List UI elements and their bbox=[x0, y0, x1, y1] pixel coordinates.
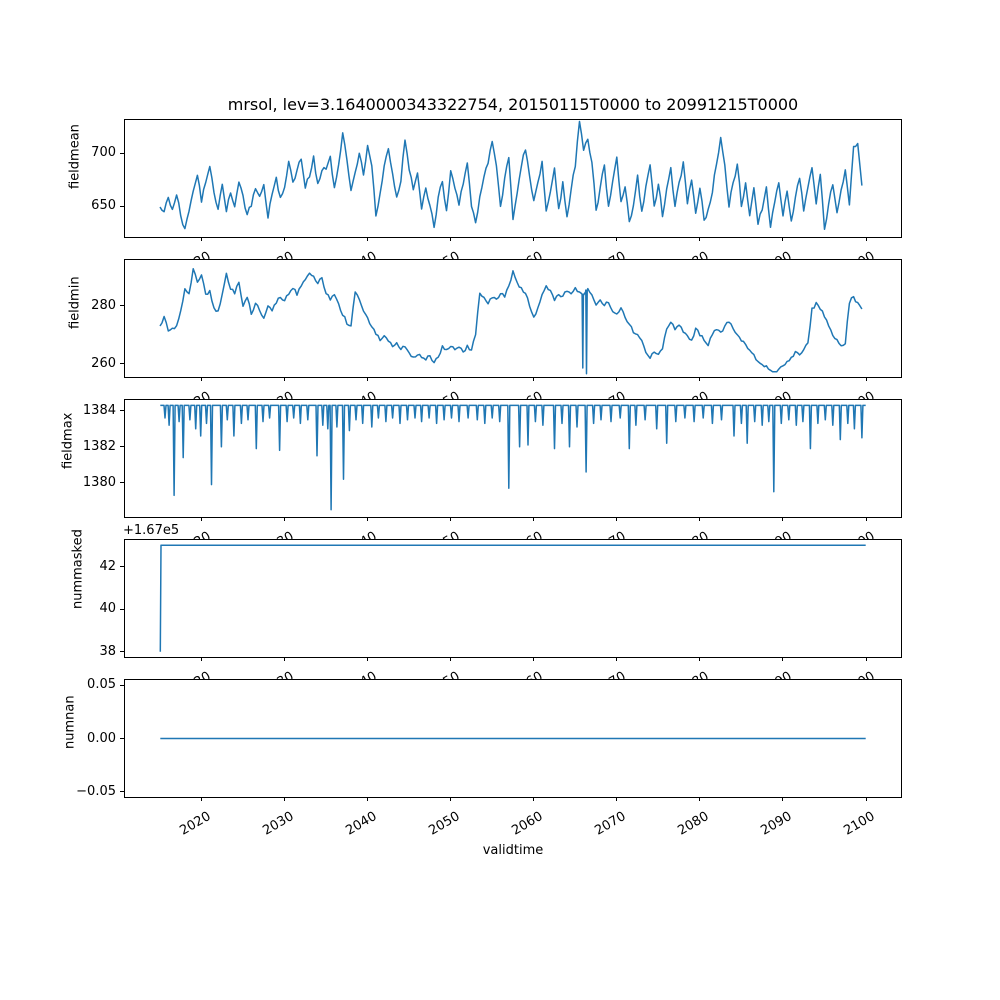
fieldmax-ytick-label: 1380 bbox=[82, 474, 116, 490]
numnan-xtick-label: 2080 bbox=[675, 809, 712, 839]
numnan-xtick-label: 2060 bbox=[509, 809, 546, 839]
fieldmean-xtick-mark bbox=[201, 237, 202, 241]
numnan-ylabel: numnan bbox=[62, 694, 78, 749]
nummasked-ytick-mark bbox=[120, 566, 124, 567]
fieldmax-ytick-mark bbox=[120, 446, 124, 447]
fieldmin-ytick-mark bbox=[120, 363, 124, 364]
numnan-ytick-label: −0.05 bbox=[76, 783, 116, 799]
numnan-ytick-label: 0.00 bbox=[87, 730, 116, 746]
numnan-line-chart bbox=[125, 680, 901, 797]
numnan-xtick-label: 2100 bbox=[841, 809, 878, 839]
nummasked-xtick-mark bbox=[201, 657, 202, 661]
numnan-ytick-mark bbox=[120, 685, 124, 686]
nummasked-xtick-mark bbox=[699, 657, 700, 661]
fieldmin-xtick-mark bbox=[616, 377, 617, 381]
numnan-xtick-mark bbox=[367, 797, 368, 801]
fieldmax-xtick-mark bbox=[284, 517, 285, 521]
numnan-xtick-mark bbox=[699, 797, 700, 801]
nummasked-line-chart bbox=[125, 540, 901, 657]
fieldmax-ylabel: fieldmax bbox=[60, 412, 76, 469]
fieldmean-xtick-mark bbox=[616, 237, 617, 241]
fieldmean-line-chart bbox=[125, 120, 901, 237]
fieldmax-ytick-mark bbox=[120, 482, 124, 483]
subplot-nummasked bbox=[70, 523, 901, 659]
fieldmin-ytick-label: 280 bbox=[91, 297, 116, 313]
fieldmax-xtick-mark bbox=[533, 517, 534, 521]
numnan-xtick-label: 2070 bbox=[592, 809, 629, 839]
numnan-xtick-mark bbox=[284, 797, 285, 801]
fieldmax-xtick-mark bbox=[866, 517, 867, 521]
fieldmax-series-line bbox=[160, 405, 865, 509]
fieldmax-plot-frame bbox=[124, 399, 902, 518]
subplot-fieldmean bbox=[67, 120, 901, 237]
numnan-xtick-mark bbox=[782, 797, 783, 801]
nummasked-series-line bbox=[160, 545, 865, 651]
fieldmean-xtick-mark bbox=[782, 237, 783, 241]
fieldmax-line-chart bbox=[125, 400, 901, 517]
nummasked-ytick-mark bbox=[120, 651, 124, 652]
fieldmean-ytick-label: 700 bbox=[91, 145, 116, 161]
nummasked-xtick-mark bbox=[782, 657, 783, 661]
fieldmean-xtick-mark bbox=[866, 237, 867, 241]
numnan-xtick-mark bbox=[866, 797, 867, 801]
fieldmin-xtick-mark bbox=[533, 377, 534, 381]
nummasked-ytick-label: 40 bbox=[99, 601, 116, 617]
fieldmax-ytick-mark bbox=[120, 410, 124, 411]
fieldmin-xtick-mark bbox=[866, 377, 867, 381]
numnan-xtick-label: 2090 bbox=[758, 809, 795, 839]
numnan-ytick-label: 0.05 bbox=[87, 677, 116, 693]
fieldmean-series-line bbox=[160, 122, 862, 230]
fieldmean-ytick-mark bbox=[120, 153, 124, 154]
fieldmin-xtick-mark bbox=[284, 377, 285, 381]
numnan-plot-frame bbox=[124, 679, 902, 798]
nummasked-ytick-mark bbox=[120, 609, 124, 610]
nummasked-offset-text: +1.67e5 bbox=[123, 523, 180, 538]
numnan-xtick-label: 2030 bbox=[259, 809, 297, 839]
numnan-xtick-label: 2020 bbox=[176, 809, 213, 839]
fieldmin-ylabel: fieldmin bbox=[67, 275, 83, 329]
numnan-xtick-mark bbox=[616, 797, 617, 801]
fieldmin-series-line bbox=[160, 269, 862, 374]
numnan-xtick-mark bbox=[533, 797, 534, 801]
nummasked-xtick-mark bbox=[616, 657, 617, 661]
subplot-fieldmin bbox=[67, 260, 901, 377]
fieldmax-ytick-label: 1382 bbox=[82, 438, 116, 454]
nummasked-xtick-mark bbox=[284, 657, 285, 661]
fieldmin-xtick-mark bbox=[367, 377, 368, 381]
fieldmean-xtick-mark bbox=[450, 237, 451, 241]
fieldmean-plot-frame bbox=[124, 119, 902, 238]
nummasked-xtick-mark bbox=[367, 657, 368, 661]
numnan-ytick-mark bbox=[120, 791, 124, 792]
numnan-ytick-mark bbox=[120, 738, 124, 739]
fieldmean-xtick-mark bbox=[284, 237, 285, 241]
fieldmean-ylabel: fieldmean bbox=[67, 123, 83, 189]
fieldmean-xtick-mark bbox=[533, 237, 534, 241]
nummasked-plot-frame bbox=[124, 539, 902, 658]
numnan-xtick-mark bbox=[450, 797, 451, 801]
fieldmin-xtick-mark bbox=[699, 377, 700, 381]
nummasked-ytick-label: 38 bbox=[99, 643, 116, 659]
numnan-xtick-mark bbox=[201, 797, 202, 801]
subplot-numnan bbox=[62, 677, 901, 839]
numnan-xtick-label: 2050 bbox=[426, 809, 463, 839]
fieldmax-xtick-mark bbox=[616, 517, 617, 521]
fieldmin-ytick-label: 260 bbox=[91, 355, 116, 371]
fieldmax-xtick-mark bbox=[782, 517, 783, 521]
nummasked-xtick-mark bbox=[533, 657, 534, 661]
fieldmin-plot-frame bbox=[124, 259, 902, 378]
fieldmax-xtick-mark bbox=[367, 517, 368, 521]
fieldmean-xtick-mark bbox=[699, 237, 700, 241]
nummasked-ytick-label: 42 bbox=[99, 558, 116, 574]
fieldmean-xtick-mark bbox=[367, 237, 368, 241]
fieldmin-ytick-mark bbox=[120, 305, 124, 306]
fieldmax-xtick-mark bbox=[450, 517, 451, 521]
nummasked-xtick-mark bbox=[450, 657, 451, 661]
chart-title: mrsol, lev=3.1640000343322754, 20150115T0000 to 20991215T0000 bbox=[227, 95, 799, 114]
nummasked-xtick-mark bbox=[866, 657, 867, 661]
fieldmax-ytick-label: 1384 bbox=[82, 402, 116, 418]
subplot-fieldmax bbox=[60, 400, 901, 517]
nummasked-ylabel: nummasked bbox=[70, 528, 86, 609]
fieldmax-xtick-mark bbox=[201, 517, 202, 521]
fieldmean-ytick-label: 650 bbox=[91, 198, 116, 214]
fieldmin-xtick-mark bbox=[201, 377, 202, 381]
fieldmax-xtick-mark bbox=[699, 517, 700, 521]
fieldmin-xtick-mark bbox=[450, 377, 451, 381]
numnan-xtick-label: 2040 bbox=[342, 809, 380, 839]
fieldmean-ytick-mark bbox=[120, 206, 124, 207]
fieldmin-xtick-mark bbox=[782, 377, 783, 381]
x-axis-label: validtime bbox=[482, 843, 544, 858]
fieldmin-line-chart bbox=[125, 260, 901, 377]
